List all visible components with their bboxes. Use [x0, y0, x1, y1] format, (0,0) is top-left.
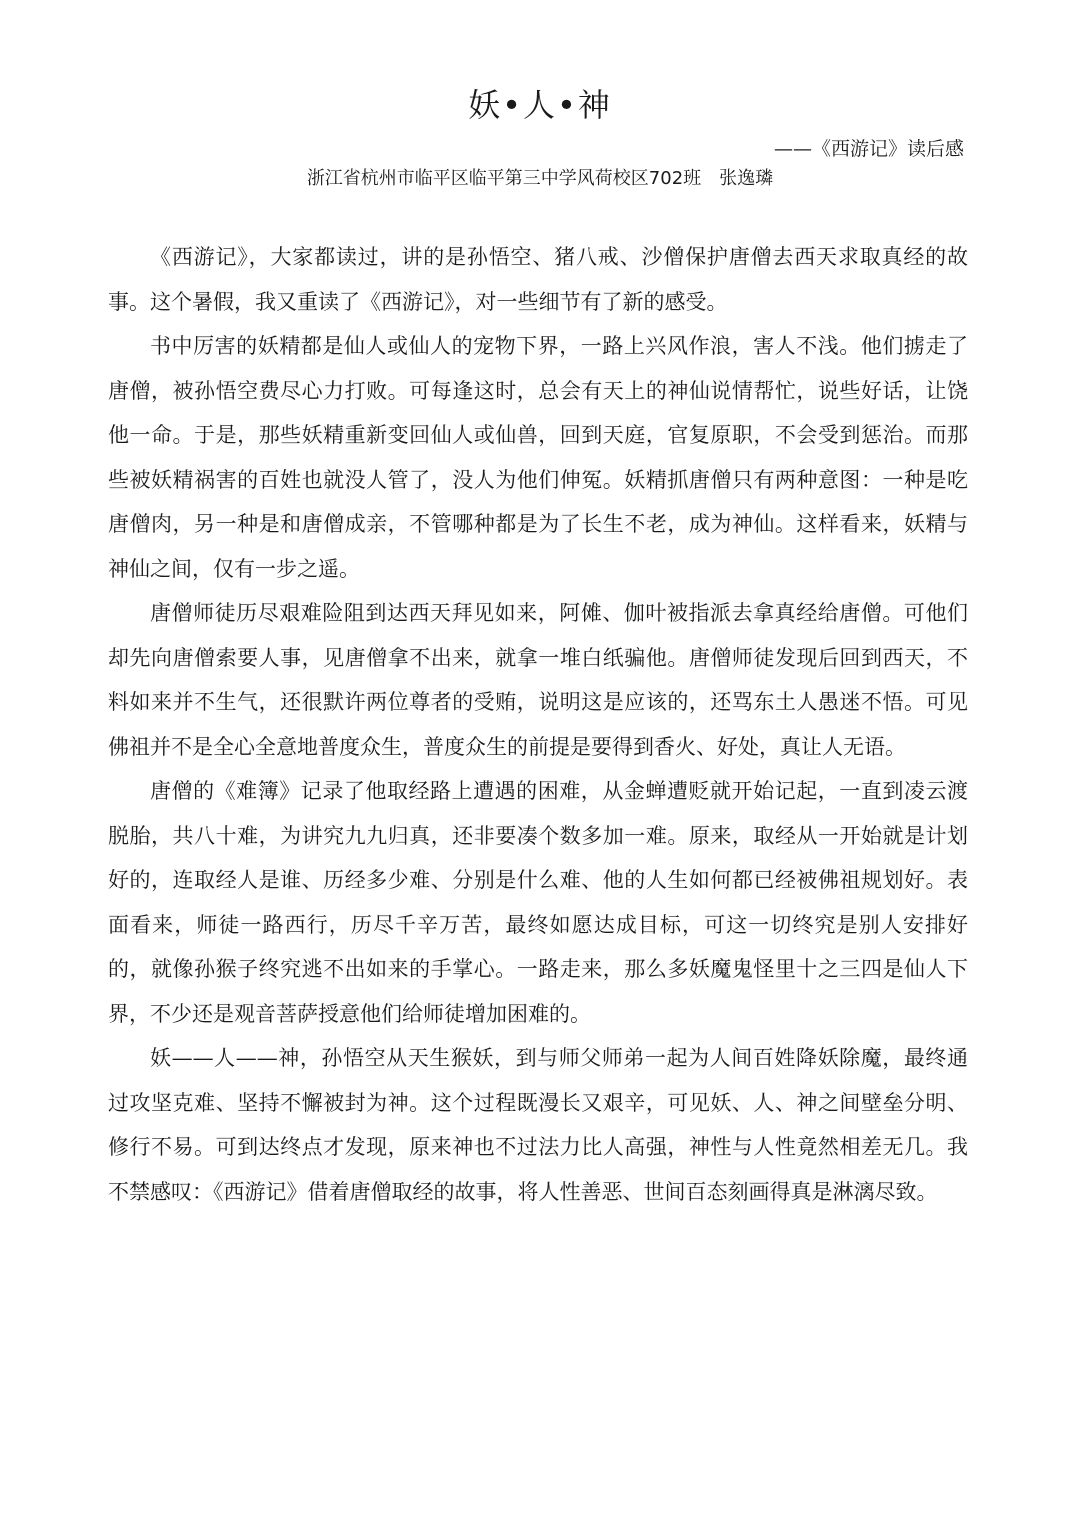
- essay-paragraph: 唐僧的《难簿》记录了他取经路上遭遇的困难，从金蝉遭贬就开始记起，一直到凌云渡脱胎，共八十难，为讲究九九归真，还非要凑个数多加一难。原来，取经从一开始就是计划好的，连取经人是谁、历经多少难、分别是什么难、他的人生如何都已经被佛祖规划好。表面看来，师徒一路西行，历尽千辛万苦，最终如愿达成目标，可这一切终究是别人安排好的，就像孙猴子终究逃不出如来的手掌心。一路走来，那么多妖魔鬼怪里十之三四是仙人下界，不少还是观音菩萨授意他们给师徒增加困难的。: [108, 779, 968, 1026]
- essay-paragraph: 书中厉害的妖精都是仙人或仙人的宠物下界，一路上兴风作浪，害人不浅。他们掳走了唐僧，被孙悟空费尽心力打败。可每逢这时，总会有天上的神仙说情帮忙，说些好话，让饶他一命。于是，那些妖精重新变回仙人或仙兽，回到天庭，官复原职，不会受到惩治。而那些被妖精祸害的百姓也就没人管了，没人为他们伸冤。妖精抓唐僧只有两种意图：一种是吃唐僧肉，另一种是和唐僧成亲，不管哪种都是为了长生不老，成为神仙。这样看来，妖精与神仙之间，仅有一步之遥。: [108, 334, 968, 581]
- author-byline: [0, 163, 1080, 195]
- essay-body: [108, 235, 968, 1214]
- essay-paragraph: 《西游记》，大家都读过，讲的是孙悟空、猪八戒、沙僧保护唐僧去西天求取真经的故事。这个暑假，我又重读了《西游记》，对一些细节有了新的感受。: [108, 245, 968, 314]
- document-subtitle: ——《西游记》读后感: [773, 138, 964, 160]
- essay-paragraph: 妖——人——神，孙悟空从天生猴妖，到与师父师弟一起为人间百姓降妖除魔，最终通过攻坚克难、坚持不懈被封为神。这个过程既漫长又艰辛，可见妖、人、神之间壁垒分明、修行不易。可到达终点才发现，原来神也不过法力比人高强，神性与人性竟然相差无几。我不禁感叹：《西游记》借着唐僧取经的故事，将人性善恶、世间百态刻画得真是淋漓尽致。: [108, 1046, 968, 1204]
- author-name: 张逸璘: [719, 168, 774, 189]
- school-name: 浙江省杭州市临平区临平第三中学风荷校区702班: [306, 168, 702, 189]
- document-title: 妖•人•神: [468, 86, 612, 124]
- essay-paragraph: 唐僧师徒历尽艰难险阻到达西天拜见如来，阿傩、伽叶被指派去拿真经给唐僧。可他们却先向唐僧索要人事，见唐僧拿不出来，就拿一堆白纸骗他。唐僧师徒发现后回到西天，不料如来并不生气，还很默许两位尊者的受贿，说明这是应该的，还骂东土人愚迷不悟。可见佛祖并不是全心全意地普度众生，普度众生的前提是要得到香火、好处，真让人无语。: [108, 601, 968, 759]
